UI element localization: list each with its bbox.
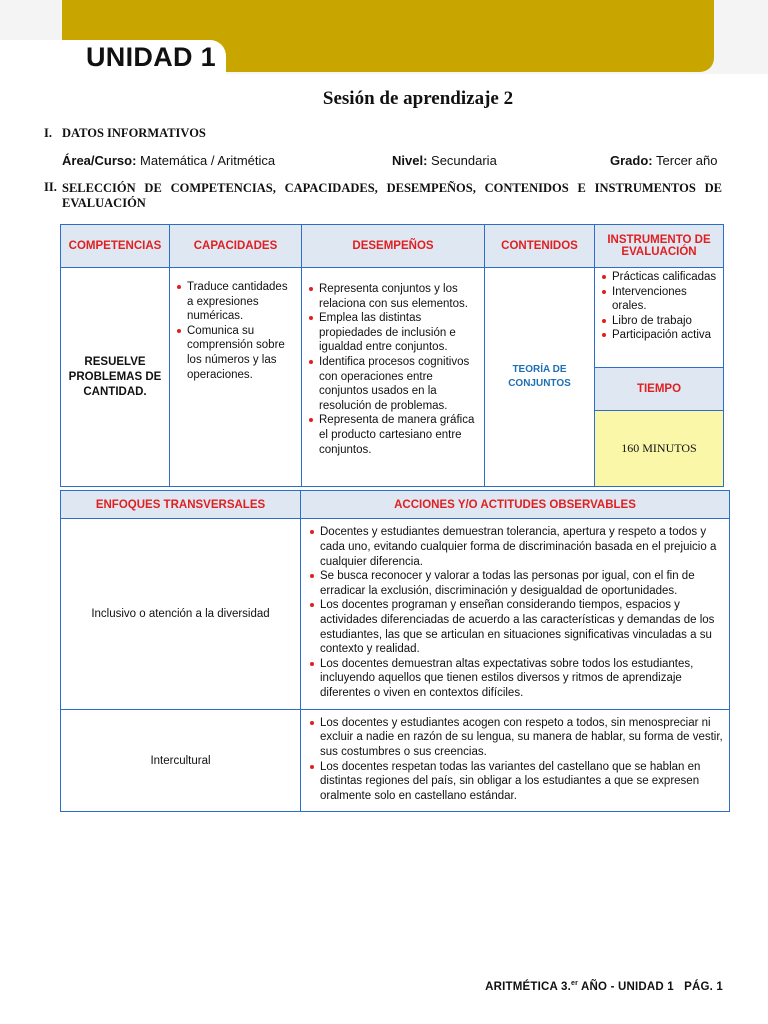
area-value: Matemática / Aritmética (140, 153, 276, 168)
list-item: Comunica su comprensión sobre los números y las operaciones. (174, 324, 297, 382)
enfoques-table (60, 490, 730, 812)
nivel-info (392, 153, 497, 168)
page-footer (485, 980, 723, 993)
grado-label: Grado: (610, 153, 653, 168)
instrumentos-list (599, 270, 719, 343)
area-info (62, 153, 275, 168)
acciones-cell (301, 519, 730, 710)
section1-title: DATOS INFORMATIVOS (62, 126, 206, 140)
section1-number: I. (44, 126, 52, 140)
section2-number: II. (44, 180, 57, 194)
list-item: Prácticas calificadas (599, 270, 719, 285)
nivel-value: Secundaria (431, 153, 497, 168)
enfoque-cell: Inclusivo o atención a la diversidad (61, 519, 301, 710)
capacidades-list (174, 280, 297, 382)
section2-title-line1: SELECCIÓN DE COMPETENCIAS, CAPACIDADES, DESEMPEÑOS, CONTENIDOS E INSTRUMENTOS DE (62, 181, 722, 195)
footer-course: ARITMÉTICA 3. (485, 980, 572, 993)
tiempo-header: TIEMPO (595, 368, 724, 411)
acciones-list (307, 716, 723, 804)
table-header-row (61, 225, 724, 268)
list-item: Participación activa (599, 328, 719, 343)
competencia-cell: RESUELVE PROBLEMAS DE CANTIDAD. (61, 268, 170, 487)
header-capacidades: CAPACIDADES (170, 225, 302, 268)
footer-superscript: er (571, 980, 579, 987)
list-item: Se busca reconocer y valorar a todas las personas por igual, con el fin de erradicar la exclusión, discriminación y desigualdad de oportunidades. (307, 569, 723, 598)
header-instrumento: INSTRUMENTO DE EVALUACIÓN (595, 225, 724, 268)
footer-page: AÑO - UNIDAD 1 PÁG. 1 (578, 980, 723, 993)
list-item: Los docentes programan y enseñan considerando tiempos, espacios y actividades diferenciadas de acuerdo a las características y demandas de los estudiantes, las que se articulan en situaciones significativas vinculadas a su contexto y realidad. (307, 598, 723, 656)
unit-title: UNIDAD 1 (86, 42, 216, 72)
list-item: Libro de trabajo (599, 314, 719, 329)
table-row (61, 710, 730, 812)
list-item: Los docentes respetan todas las variantes del castellano que se hablan en distintas regiones del país, sin obligar a los estudiantes a que se expresen oralmente solo en castellano estándar. (307, 760, 723, 804)
table-row (61, 519, 730, 710)
list-item: Los docentes demuestran altas expectativas sobre todos los estudiantes, incluyendo aquellos que tienen estilos diversos y ritmos de aprendizaje diferentes o viven en contextos difíciles. (307, 657, 723, 701)
tiempo-value: 160 MINUTOS (595, 411, 724, 487)
list-item: Intervenciones orales. (599, 285, 719, 314)
section2-title-line2: EVALUACIÓN (62, 196, 146, 210)
grado-info (610, 153, 717, 168)
list-item: Traduce cantidades a expresiones numéricas. (174, 280, 297, 324)
capacidades-cell (170, 268, 302, 487)
header-contenidos: CONTENIDOS (485, 225, 595, 268)
list-item: Emplea las distintas propiedades de inclusión e igualdad entre conjuntos. (306, 311, 480, 355)
header-acciones: ACCIONES Y/O ACTITUDES OBSERVABLES (301, 491, 730, 519)
competencias-table (60, 224, 724, 487)
nivel-label: Nivel: (392, 153, 428, 168)
grado-value: Tercer año (656, 153, 718, 168)
desempenos-cell (302, 268, 485, 487)
table-header-row (61, 491, 730, 519)
list-item: Representa conjuntos y los relaciona con sus elementos. (306, 282, 480, 311)
instrumentos-cell (595, 268, 724, 368)
header-desempenos: DESEMPEÑOS (302, 225, 485, 268)
session-title: Sesión de aprendizaje 2 (322, 88, 514, 109)
list-item: Identifica procesos cognitivos con operaciones entre conjuntos usados en la resolución de problemas. (306, 355, 480, 413)
table-row (61, 268, 724, 368)
contenido-cell: TEORÍA DE CONJUNTOS (485, 268, 595, 487)
acciones-cell (301, 710, 730, 812)
list-item: Docentes y estudiantes demuestran tolerancia, apertura y respeto a todos y cada uno, evitando cualquier forma de discriminación basada en el prejuicio a cualquier diferencia. (307, 525, 723, 569)
header-enfoques: ENFOQUES TRANSVERSALES (61, 491, 301, 519)
area-label: Área/Curso: (62, 153, 137, 168)
list-item: Representa de manera gráfica el producto cartesiano entre conjuntos. (306, 413, 480, 457)
header-competencias: COMPETENCIAS (61, 225, 170, 268)
list-item: Los docentes y estudiantes acogen con respeto a todos, sin menospreciar ni excluir a nadie en razón de su lengua, su manera de hablar, su forma de vestir, sus costumbres o sus creencias. (307, 716, 723, 760)
desempenos-list (306, 282, 480, 457)
acciones-list (307, 525, 723, 700)
enfoque-cell: Intercultural (61, 710, 301, 812)
